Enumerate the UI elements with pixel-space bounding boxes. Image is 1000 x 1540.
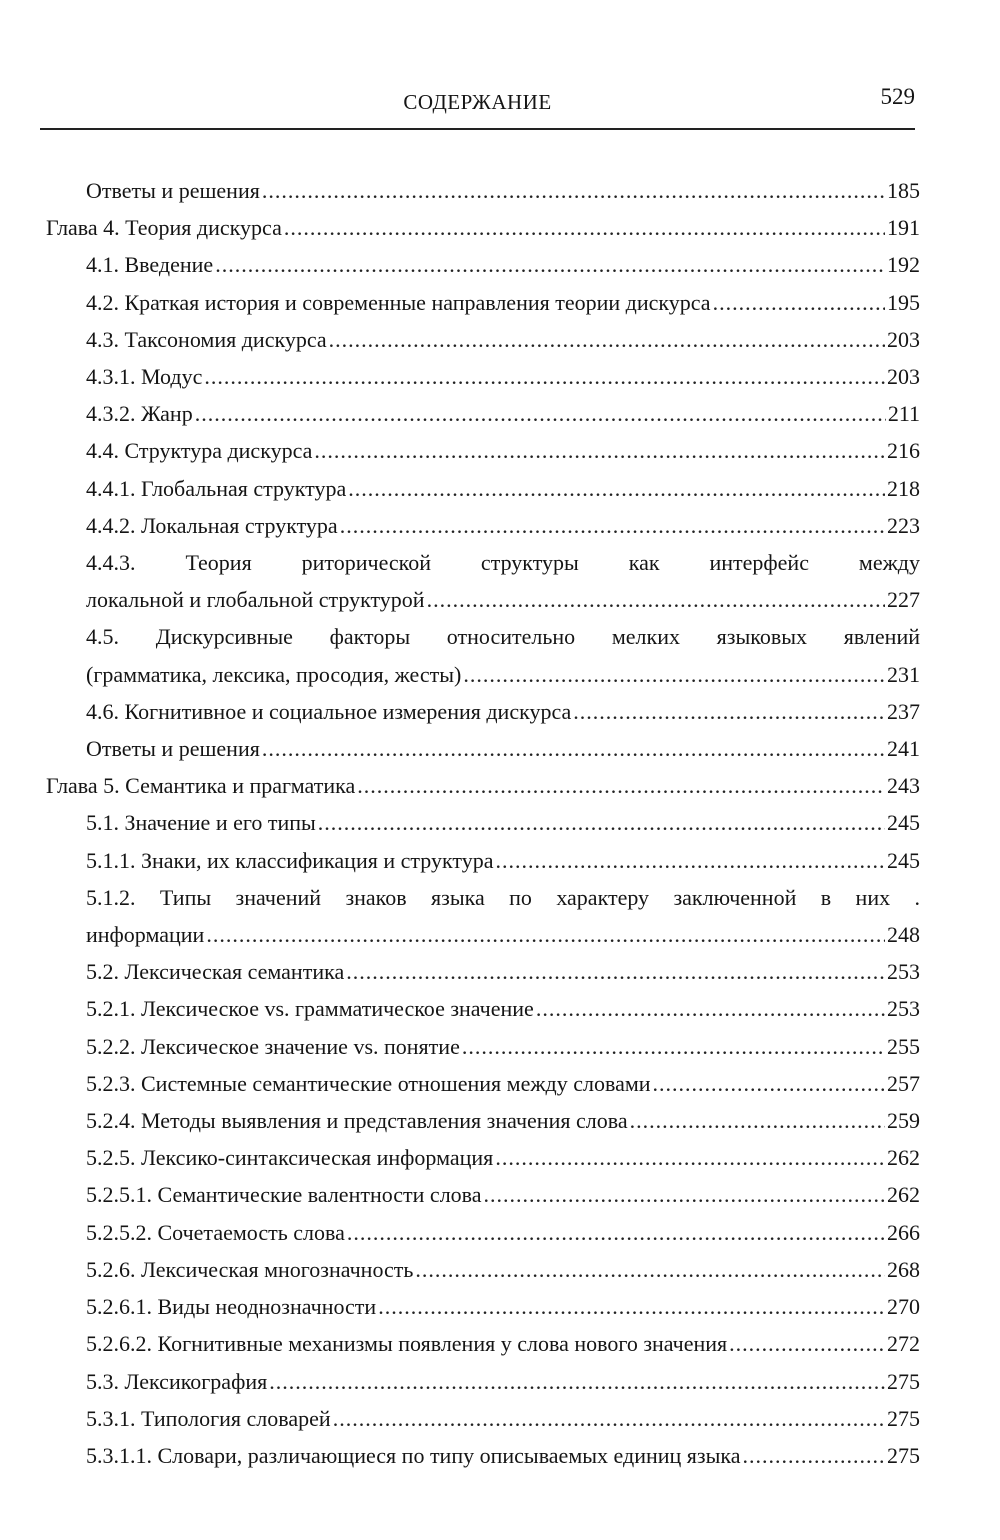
- dot-leader: [536, 990, 885, 1027]
- toc-entry-page: 259: [887, 1108, 920, 1134]
- toc-entry-page: 231: [887, 661, 920, 687]
- toc-entry-page: 272: [887, 1331, 920, 1357]
- dot-leader: [630, 1102, 885, 1139]
- toc-entry: [46, 1288, 920, 1325]
- page-title: СОДЕРЖАНИЕ: [403, 90, 552, 114]
- toc-entry-page: 266: [887, 1219, 920, 1245]
- dot-leader: [573, 693, 885, 730]
- toc-entry-title: 5.3.1.1. Словари, различающиеся по типу описываемых единиц языка: [86, 1442, 741, 1468]
- toc-entry-title: 5.2.2. Лексическое значение vs. понятие: [86, 1033, 460, 1059]
- dot-leader: [729, 1325, 885, 1362]
- toc-entry-page: 237: [887, 698, 920, 724]
- page-header: [40, 84, 915, 130]
- toc-entry: [46, 358, 920, 395]
- toc-entry: [46, 1102, 920, 1139]
- toc-entry-page: 270: [887, 1294, 920, 1320]
- toc-entry-title: 5.2.3. Системные семантические отношения между словами: [86, 1070, 651, 1096]
- toc-entry: [46, 1065, 920, 1102]
- toc-entry: [46, 990, 920, 1027]
- toc-entry: [46, 879, 920, 953]
- toc-entry: [46, 470, 920, 507]
- toc-entry-title: 5.3.1. Типология словарей: [86, 1405, 331, 1431]
- toc-entry: [46, 693, 920, 730]
- toc-entry-title: информации: [86, 922, 205, 948]
- dot-leader: [495, 842, 885, 879]
- toc-entry-page: 253: [887, 959, 920, 985]
- toc-entry-title: 4.6. Когнитивное и социальное измерения дискурса: [86, 698, 572, 724]
- dot-leader: [284, 209, 885, 246]
- toc-entry-page: 203: [887, 326, 920, 352]
- toc-entry-page: 192: [887, 252, 920, 278]
- toc-entry: [46, 172, 920, 209]
- toc-entry: [46, 246, 920, 283]
- toc-entry-page: 253: [887, 996, 920, 1022]
- toc-entry: [46, 730, 920, 767]
- toc-entry: [46, 507, 920, 544]
- toc-entry-title: 4.3.1. Модус: [86, 364, 203, 390]
- dot-leader: [262, 730, 885, 767]
- dot-leader: [347, 1214, 885, 1251]
- toc-entry-title: Ответы и решения: [86, 736, 260, 762]
- toc-entry-title: 5.2.1. Лексическое vs. грамматическое значение: [86, 996, 534, 1022]
- toc-entry-page: 275: [887, 1368, 920, 1394]
- dot-leader: [269, 1363, 885, 1400]
- toc-entry-title: локальной и глобальной структурой: [86, 587, 425, 613]
- toc-entry-title: 5.2.6. Лексическая многозначность: [86, 1256, 414, 1282]
- toc-entry: [46, 1400, 920, 1437]
- toc-entry-title: 4.2. Краткая история и современные направления теории дискурса: [86, 289, 711, 315]
- toc-entry-page: 223: [887, 512, 920, 538]
- toc-entry-page: 245: [887, 810, 920, 836]
- toc-entry-page: 262: [887, 1182, 920, 1208]
- toc-entry-title: 4.4.1. Глобальная структура: [86, 475, 347, 501]
- table-of-contents: [46, 172, 920, 1474]
- toc-chapter-entry: [46, 767, 920, 804]
- dot-leader: [713, 284, 885, 321]
- toc-entry: [46, 395, 920, 432]
- toc-entry-title-line: 4.4.3. Теория риторической структуры как интерфейс между: [86, 550, 920, 576]
- toc-entry: [46, 1028, 920, 1065]
- dot-leader: [495, 1139, 885, 1176]
- toc-entry-page: 245: [887, 847, 920, 873]
- toc-entry: [46, 953, 920, 990]
- toc-entry-title: Глава 4. Теория дискурса: [46, 215, 282, 241]
- toc-entry-title: 5.2. Лексическая семантика: [86, 959, 345, 985]
- toc-entry-title: 5.1. Значение и его типы: [86, 810, 316, 836]
- toc-entry-title: 4.4. Структура дискурса: [86, 438, 313, 464]
- toc-entry-title: 5.2.4. Методы выявления и представления значения слова: [86, 1108, 628, 1134]
- toc-entry-title: 5.2.5.1. Семантические валентности слова: [86, 1182, 482, 1208]
- dot-leader: [743, 1437, 886, 1474]
- toc-entry: [46, 432, 920, 469]
- toc-entry-title: 4.3.2. Жанр: [86, 401, 193, 427]
- dot-leader: [204, 358, 885, 395]
- toc-entry-title: Глава 5. Семантика и прагматика: [46, 773, 356, 799]
- toc-entry-page: 275: [887, 1405, 920, 1431]
- toc-entry-page: 248: [887, 922, 920, 948]
- toc-entry-page: 211: [887, 401, 920, 427]
- toc-entry-title: 5.2.5. Лексико-синтаксическая информация: [86, 1145, 494, 1171]
- dot-leader: [415, 1251, 885, 1288]
- toc-entry-page: 227: [887, 587, 920, 613]
- toc-entry-page: 191: [887, 215, 920, 241]
- toc-chapter-entry: [46, 209, 920, 246]
- toc-entry-title: 5.2.6.2. Когнитивные механизмы появления у слова нового значения: [86, 1331, 728, 1357]
- toc-entry-page: 195: [887, 289, 920, 315]
- toc-entry-title: 5.2.6.1. Виды неоднозначности: [86, 1294, 377, 1320]
- toc-entry-page: 255: [887, 1033, 920, 1059]
- toc-entry-title: 5.3. Лексикография: [86, 1368, 268, 1394]
- dot-leader: [318, 804, 885, 841]
- toc-entry-title: 5.2.5.2. Сочетаемость слова: [86, 1219, 345, 1245]
- page-number: 529: [880, 84, 915, 109]
- toc-entry-page: 257: [887, 1070, 920, 1096]
- toc-entry: [46, 1214, 920, 1251]
- toc-entry: [46, 1176, 920, 1213]
- toc-entry-title-line: 4.5. Дискурсивные факторы относительно мелких языковых явлений: [86, 624, 920, 650]
- dot-leader: [378, 1288, 885, 1325]
- dot-leader: [314, 432, 885, 469]
- toc-entry: [46, 618, 920, 692]
- toc-entry-title: (грамматика, лексика, просодия, жесты): [86, 661, 462, 687]
- toc-entry-title-line: 5.1.2. Типы значений знаков языка по характеру заключенной в них .: [86, 884, 920, 910]
- toc-entry-page: 218: [887, 475, 920, 501]
- toc-entry-title: 5.1.1. Знаки, их классификация и структура: [86, 847, 494, 873]
- toc-entry-title: 4.4.2. Локальная структура: [86, 512, 338, 538]
- toc-entry-page: 203: [887, 364, 920, 390]
- toc-entry-title: Ответы и решения: [86, 178, 260, 203]
- toc-entry-page: 262: [887, 1145, 920, 1171]
- toc-entry-page: 268: [887, 1256, 920, 1282]
- dot-leader: [463, 656, 885, 693]
- toc-entry-page: 216: [887, 438, 920, 464]
- dot-leader: [484, 1176, 885, 1213]
- toc-entry: [46, 1437, 920, 1474]
- toc-entry-title: 4.1. Введение: [86, 252, 214, 278]
- dot-leader: [215, 246, 885, 283]
- dot-leader: [333, 1400, 885, 1437]
- toc-entry: [46, 1139, 920, 1176]
- toc-entry: [46, 842, 920, 879]
- dot-leader: [427, 581, 885, 618]
- toc-entry: [46, 544, 920, 618]
- toc-entry: [46, 321, 920, 358]
- dot-leader: [357, 767, 885, 804]
- toc-entry-page: 241: [887, 736, 920, 762]
- toc-entry: [46, 284, 920, 321]
- toc-entry-page: 243: [887, 773, 920, 799]
- dot-leader: [262, 172, 885, 209]
- dot-leader: [195, 395, 886, 432]
- toc-entry: [46, 1325, 920, 1362]
- dot-leader: [329, 321, 885, 358]
- dot-leader: [340, 507, 885, 544]
- dot-leader: [653, 1065, 885, 1102]
- dot-leader: [348, 470, 885, 507]
- toc-entry: [46, 804, 920, 841]
- toc-entry-title: 4.3. Таксономия дискурса: [86, 326, 327, 352]
- dot-leader: [346, 953, 885, 990]
- toc-entry: [46, 1363, 920, 1400]
- dot-leader: [462, 1028, 885, 1065]
- toc-entry-page: 185: [887, 178, 920, 203]
- toc-entry: [46, 1251, 920, 1288]
- toc-entry-page: 275: [887, 1442, 920, 1468]
- dot-leader: [206, 916, 885, 953]
